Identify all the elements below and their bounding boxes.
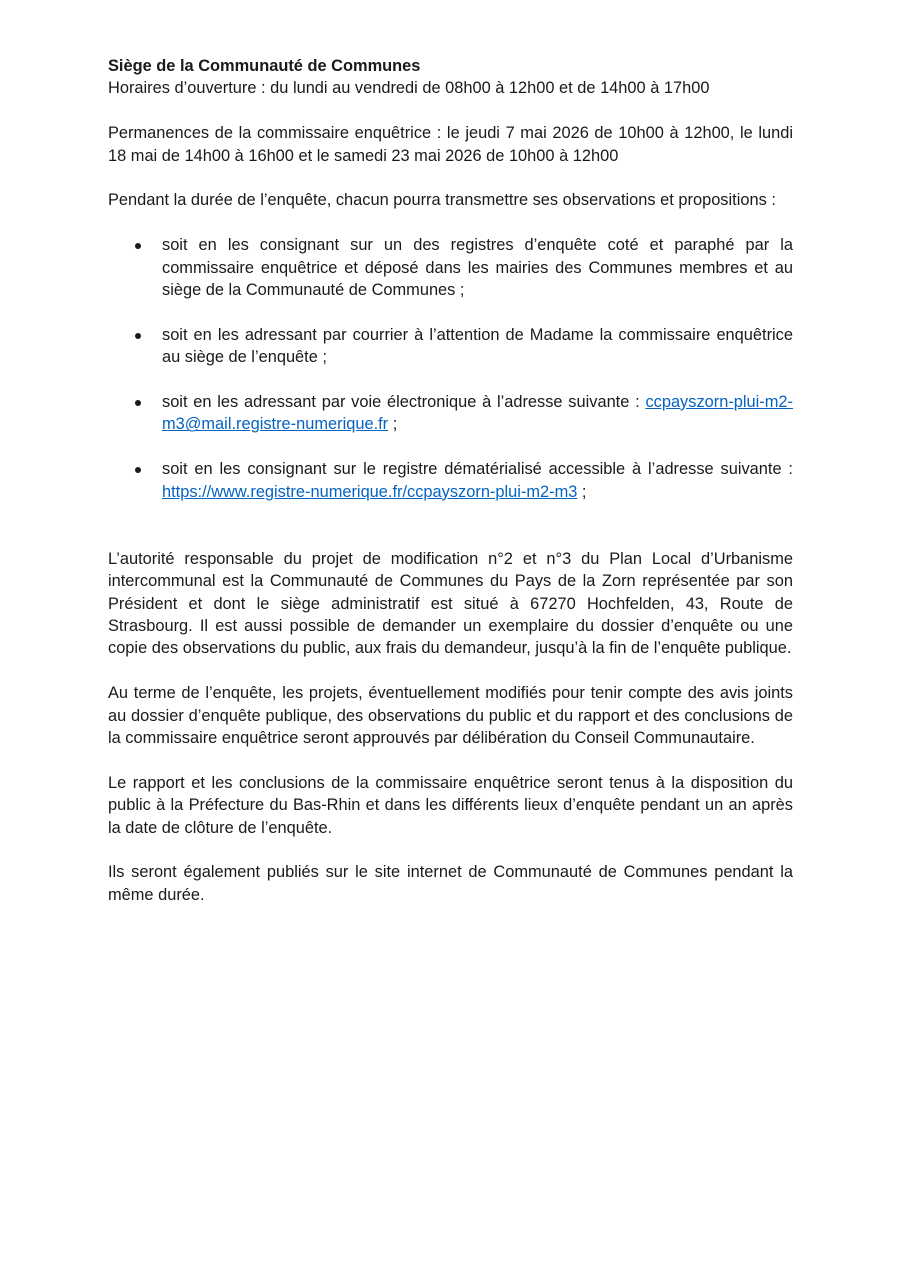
terme-paragraph: Au terme de l’enquête, les projets, éventuellement modifiés pour tenir compte des avis joints au dossier d’enquête publique, des observations du public et du rapport et des conclusions de la commissaire enquêtrice seront approuvés par délibération du Conseil Communautaire. <box>108 684 793 748</box>
observation-methods-list <box>108 234 793 503</box>
permanences-paragraph: Permanences de la commissaire enquêtrice : le jeudi 7 mai 2026 de 10h00 à 12h00, le lundi 18 mai de 14h00 à 16h00 et le samedi 23 mai 2026 de 10h00 à 12h00 <box>108 124 793 165</box>
publication-paragraph: Ils seront également publiés sur le site internet de Communauté de Communes pendant la même durée. <box>108 863 793 904</box>
siege-heading: Siège de la Communauté de Communes <box>108 57 421 75</box>
rapport-paragraph: Le rapport et les conclusions de la commissaire enquêtrice seront tenus à la disposition du public à la Préfecture du Bas-Rhin et dans les différents lieux d’enquête pendant un an après la date de clôture de l’enquête. <box>108 773 793 837</box>
bullet-icon <box>135 243 141 249</box>
bullet-icon <box>135 400 141 406</box>
list-item-suffix: ; <box>388 415 398 434</box>
registre-url-link[interactable]: https://www.registre-numerique.fr/ccpayszorn-plui-m2-m3 <box>162 482 578 501</box>
autorite-paragraph: L’autorité responsable du projet de modification n°2 et n°3 du Plan Local d’Urbanisme intercommunal est la Communauté de Communes du Pays de la Zorn représentée par son Président et dont le siège administratif est situé à 67270 Hochfelden, 43, Route de Strasbourg. Il est aussi possible de demander un exemplaire du dossier d’enquête ou une copie des observations du public, aux frais du demandeur, jusqu’à la fin de l’enquête publique. <box>108 549 793 658</box>
bullet-icon <box>135 333 141 339</box>
list-item <box>108 391 793 436</box>
list-item-text: soit en les consignant sur un des registres d’enquête coté et paraphé par la commissaire enquêtrice et déposé dans les mairies des Communes membres et au siège de la Communauté de Communes ; <box>162 236 793 300</box>
list-item-text: soit en les adressant par courrier à l’attention de Madame la commissaire enquêtrice au siège de l’enquête ; <box>162 325 793 367</box>
email-link[interactable]: ccpayszorn-plui-m2-m3@mail.registre-numerique.fr <box>162 393 793 434</box>
list-item <box>108 324 793 369</box>
list-item-text: soit en les adressant par voie électronique à l’adresse suivante : <box>162 393 646 412</box>
intro-paragraph: Pendant la durée de l’enquête, chacun pourra transmettre ses observations et propositions : <box>108 191 776 210</box>
list-item-text: soit en les consignant sur le registre dématérialisé accessible à l’adresse suivante : <box>162 460 793 479</box>
document-page <box>108 55 793 906</box>
list-item-suffix: ; <box>577 482 587 501</box>
list-item <box>108 234 793 301</box>
siege-hours: Horaires d’ouverture : du lundi au vendredi de 08h00 à 12h00 et de 14h00 à 17h00 <box>108 79 710 98</box>
list-item <box>108 458 793 503</box>
bullet-icon <box>135 467 141 473</box>
